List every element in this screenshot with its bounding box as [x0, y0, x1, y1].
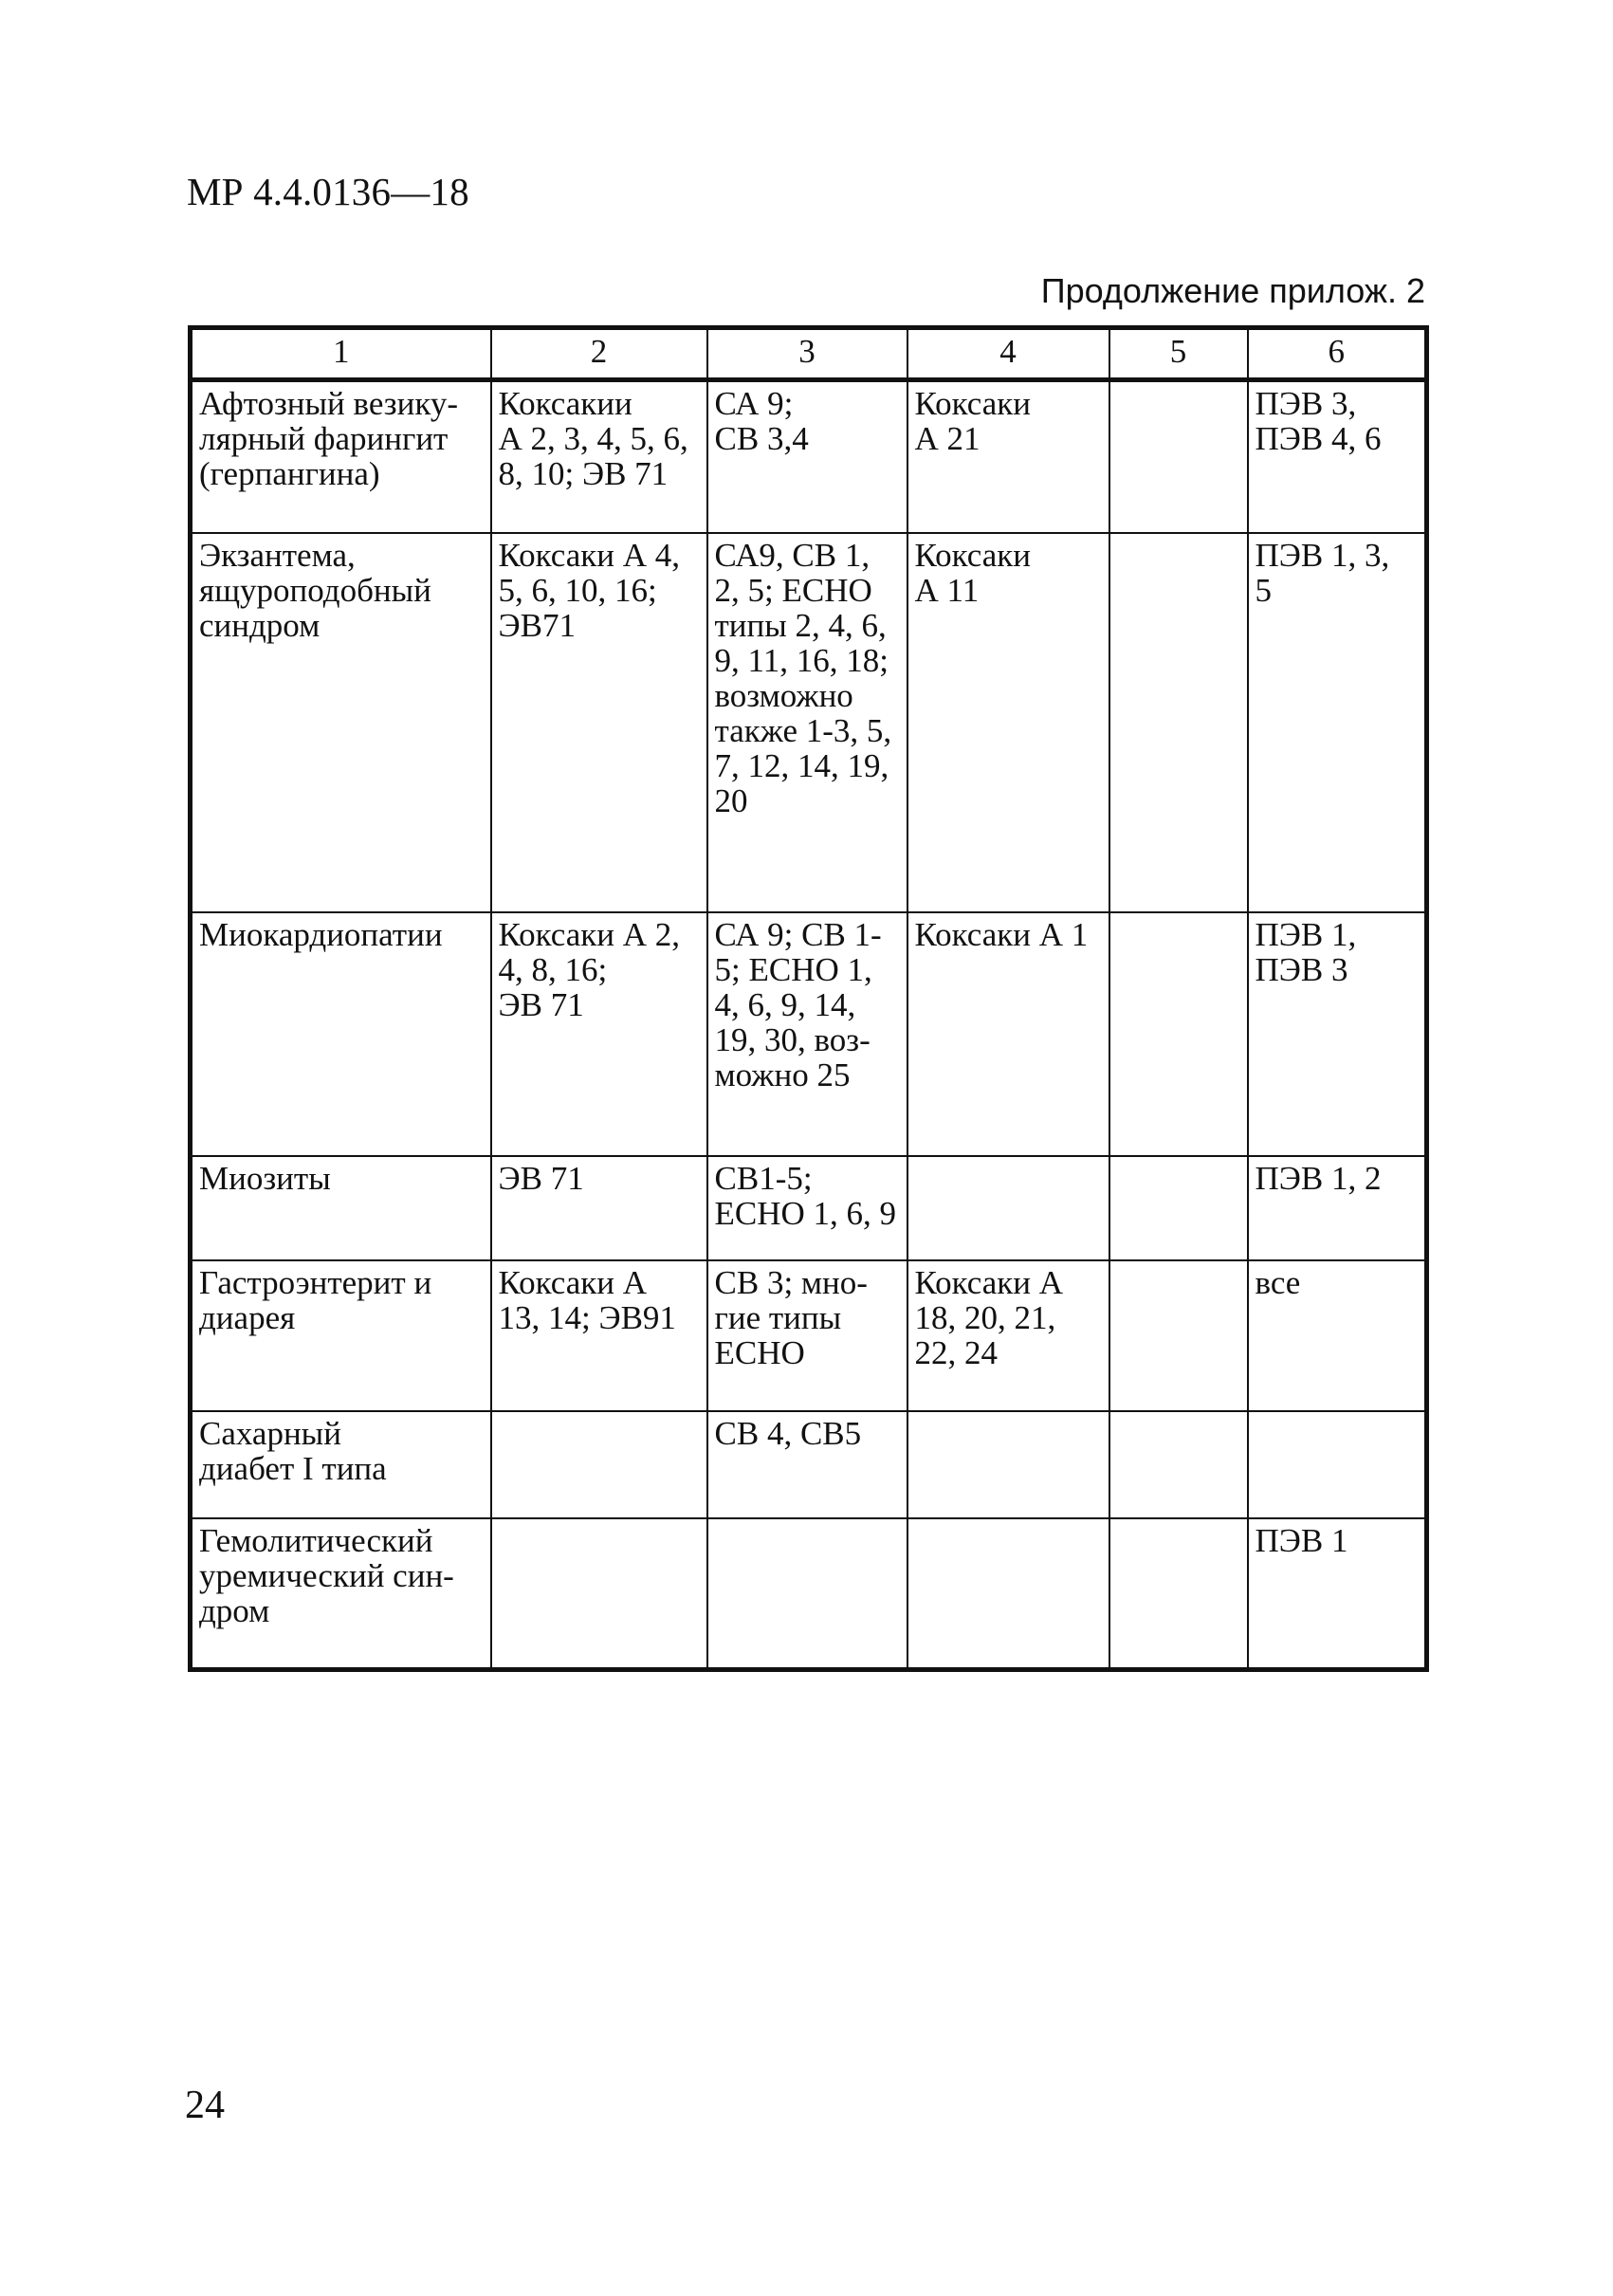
table-row [191, 912, 1427, 1156]
cell-text [499, 1265, 701, 1335]
cell-text [715, 917, 901, 1093]
cell-line: 18, 20, 21, [914, 1298, 1056, 1336]
table-cell-col-4 [907, 380, 1109, 533]
cell-text [715, 386, 901, 456]
cell-line: диабет I типа [199, 1449, 387, 1487]
table-cell-col-2 [491, 912, 707, 1156]
table-cell-col-1 [191, 533, 491, 912]
table-cell-col-4 [907, 1518, 1109, 1670]
header-row [191, 328, 1427, 380]
table-cell-col-3 [707, 533, 907, 912]
table-body [191, 328, 1427, 1670]
header-cell-4: 4 [907, 328, 1109, 380]
cell-line: 5; ECHO 1, [714, 950, 872, 988]
table-cell-col-1 [191, 1260, 491, 1411]
cell-line: 13, 14; ЭВ91 [498, 1298, 676, 1336]
cell-text [915, 538, 1103, 608]
cell-line: лярный фарингит [199, 420, 449, 457]
table-row [191, 1260, 1427, 1411]
cell-line: ПЭВ 3, [1255, 385, 1357, 422]
cell-line: гие типы [714, 1298, 842, 1336]
table-row [191, 1518, 1427, 1670]
cell-line: 19, 30, воз- [714, 1020, 871, 1058]
table-cell-col-6 [1248, 912, 1427, 1156]
cell-line: Коксаки А 4, [498, 536, 680, 574]
table-row [191, 380, 1427, 533]
cell-text [499, 1161, 701, 1196]
cell-text [1256, 917, 1420, 987]
cell-line: СВ 3; мно- [714, 1263, 868, 1301]
cell-line: СА 9; СВ 1- [714, 915, 882, 953]
cell-line: А 11 [914, 571, 980, 609]
table-cell-col-6 [1248, 1518, 1427, 1670]
table-cell-col-3 [707, 1260, 907, 1411]
table-cell-col-6 [1248, 533, 1427, 912]
cell-line: 22, 24 [914, 1333, 998, 1371]
table-cell-col-5 [1109, 912, 1248, 1156]
cell-text [915, 386, 1103, 456]
table-cell-col-6 [1248, 1156, 1427, 1260]
cell-line: Миозиты [199, 1159, 331, 1197]
table-cell-col-2 [491, 380, 707, 533]
cell-line: 9, 11, 16, 18; [714, 641, 889, 679]
cell-line: ПЭВ 1, [1255, 915, 1357, 953]
cell-text [499, 386, 701, 491]
cell-line: также 1-3, 5, [714, 711, 892, 749]
table-row [191, 1156, 1427, 1260]
cell-text [1256, 386, 1420, 456]
table-cell-col-1 [191, 912, 491, 1156]
cell-line: возможно [714, 676, 853, 714]
cell-line: ящуроподобный [199, 571, 431, 609]
cell-text [1256, 1265, 1420, 1300]
table-cell-col-5 [1109, 533, 1248, 912]
header-cell-3: 3 [707, 328, 907, 380]
table-cell-col-3 [707, 912, 907, 1156]
cell-line: 4, 6, 9, 14, [714, 985, 856, 1023]
header-cell-5: 5 [1109, 328, 1248, 380]
cell-line: 5 [1255, 571, 1272, 609]
cell-line: ПЭВ 1, 3, [1255, 536, 1390, 574]
cell-line: СА 9; [714, 385, 794, 422]
cell-line: А 2, 3, 4, 5, 6, [498, 420, 688, 457]
table-cell-col-5 [1109, 1260, 1248, 1411]
cell-line: Коксаки [914, 385, 1031, 422]
table-cell-col-2 [491, 1411, 707, 1518]
table-cell-col-3 [707, 1411, 907, 1518]
cell-line: можно 25 [714, 1056, 851, 1093]
table-cell-col-2 [491, 1156, 707, 1260]
table-cell-col-2 [491, 1518, 707, 1670]
cell-line: Коксаки [914, 536, 1031, 574]
cell-line: ПЭВ 1 [1255, 1521, 1348, 1559]
page-number: 24 [185, 2084, 225, 2127]
table-cell-col-5 [1109, 1156, 1248, 1260]
cell-line: 20 [714, 781, 748, 819]
cell-line: типы 2, 4, 6, [714, 606, 887, 644]
cell-line: Гастроэнтерит и [199, 1263, 432, 1301]
cell-text [499, 917, 701, 1022]
cell-text [1256, 1161, 1420, 1196]
table-cell-col-6 [1248, 380, 1427, 533]
cell-text [1256, 1523, 1420, 1558]
continuation-label: Продолжение прилож. 2 [1040, 271, 1425, 310]
cell-text [199, 386, 485, 491]
cell-line: синдром [199, 606, 321, 644]
table-cell-col-5 [1109, 1411, 1248, 1518]
cell-text [715, 1265, 901, 1370]
header-cell-1: 1 [191, 328, 491, 380]
cell-line: Экзантема, [199, 536, 356, 574]
cell-text [1256, 538, 1420, 608]
table-cell-col-4 [907, 1156, 1109, 1260]
cell-line: СВ 4, СВ5 [714, 1414, 862, 1452]
cell-text [915, 1265, 1103, 1370]
table-cell-col-4 [907, 912, 1109, 1156]
cell-text [715, 1161, 901, 1231]
cell-text [199, 1161, 485, 1196]
cell-text [199, 1265, 485, 1335]
cell-line: 4, 8, 16; [498, 950, 608, 988]
cell-line: Коксаки А 1 [914, 915, 1089, 953]
cell-text [715, 1416, 901, 1451]
cell-line: Миокардиопатии [199, 915, 443, 953]
header-cell-2: 2 [491, 328, 707, 380]
table-cell-col-6 [1248, 1260, 1427, 1411]
cell-line: ЭВ 71 [498, 985, 584, 1023]
cell-text [199, 1416, 485, 1486]
cell-line: Афтозный везику- [199, 385, 459, 422]
cell-line: СА9, СВ 1, [714, 536, 871, 574]
cell-line: Сахарный [199, 1414, 341, 1452]
cell-line: все [1255, 1263, 1301, 1301]
cell-line: ECHO 1, 6, 9 [714, 1194, 897, 1232]
appendix-table [188, 325, 1429, 1672]
cell-line: дром [199, 1591, 270, 1629]
cell-line: ПЭВ 1, 2 [1255, 1159, 1382, 1197]
table-cell-col-3 [707, 1156, 907, 1260]
cell-line: Коксаки А [498, 1263, 647, 1301]
cell-line: Коксаки А 2, [498, 915, 680, 953]
document-code: МР 4.4.0136—18 [187, 170, 469, 213]
table-cell-col-3 [707, 1518, 907, 1670]
table-cell-col-4 [907, 1411, 1109, 1518]
table-cell-col-1 [191, 1411, 491, 1518]
cell-text [199, 917, 485, 952]
table-cell-col-1 [191, 1156, 491, 1260]
table-row [191, 1411, 1427, 1518]
table-cell-col-4 [907, 1260, 1109, 1411]
table-cell-col-5 [1109, 1518, 1248, 1670]
cell-text [915, 917, 1103, 952]
cell-line: ПЭВ 3 [1255, 950, 1348, 988]
table-cell-col-6 [1248, 1411, 1427, 1518]
cell-text [199, 538, 485, 643]
cell-line: ПЭВ 4, 6 [1255, 420, 1382, 457]
cell-line: СВ 3,4 [714, 420, 809, 457]
cell-line: 5, 6, 10, 16; [498, 571, 657, 609]
table-cell-col-2 [491, 1260, 707, 1411]
cell-line: ЭВ71 [498, 606, 576, 644]
cell-line: 8, 10; ЭВ 71 [498, 455, 669, 492]
cell-line: А 21 [914, 420, 981, 457]
table-cell-col-2 [491, 533, 707, 912]
table-cell-col-5 [1109, 380, 1248, 533]
cell-text [199, 1523, 485, 1628]
header-cell-6: 6 [1248, 328, 1427, 380]
cell-line: СВ1-5; [714, 1159, 813, 1197]
cell-line: ECHO [714, 1333, 805, 1371]
cell-line: уремический син- [199, 1556, 454, 1594]
table-cell-col-1 [191, 1518, 491, 1670]
table-cell-col-3 [707, 380, 907, 533]
cell-line: 2, 5; ECHO [714, 571, 872, 609]
cell-line: Коксаки А [914, 1263, 1063, 1301]
table-row [191, 533, 1427, 912]
cell-line: (герпангина) [199, 455, 380, 492]
cell-line: Коксакии [498, 385, 632, 422]
cell-text [499, 538, 701, 643]
cell-line: диарея [199, 1298, 296, 1336]
cell-text [715, 538, 901, 818]
table-cell-col-4 [907, 533, 1109, 912]
cell-line: ЭВ 71 [498, 1159, 584, 1197]
table-cell-col-1 [191, 380, 491, 533]
cell-line: 7, 12, 14, 19, [714, 746, 889, 784]
cell-line: Гемолитический [199, 1521, 433, 1559]
